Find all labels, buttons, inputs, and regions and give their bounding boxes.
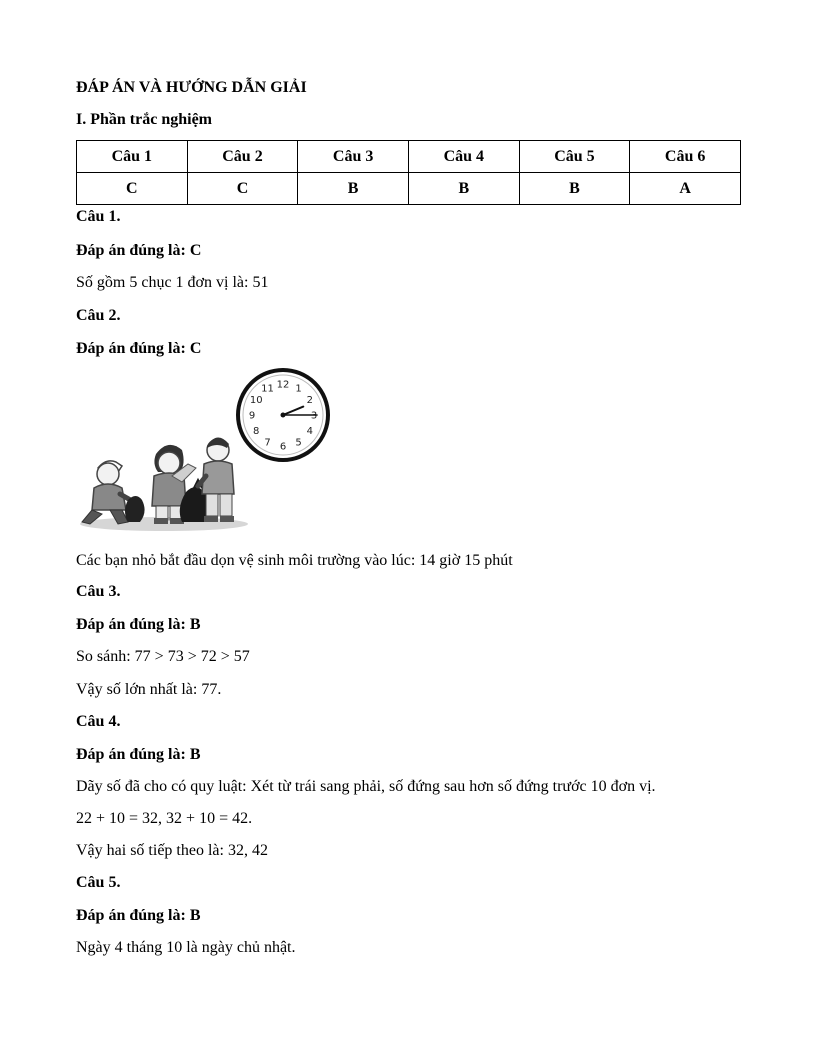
table-header-cell: Câu 4 [408, 141, 519, 173]
table-header-cell: Câu 6 [630, 141, 741, 173]
clock-number: 9 [248, 410, 256, 422]
answer-table [76, 140, 741, 205]
table-header-cell: Câu 1 [77, 141, 188, 173]
question-3-label: Câu 3. [76, 583, 121, 600]
question-2-explanation: Các bạn nhỏ bắt đầu dọn vệ sinh môi trường vào lúc: 14 giờ 15 phút [76, 552, 513, 569]
question-5-label: Câu 5. [76, 874, 121, 891]
clock-number: 5 [295, 437, 302, 449]
clock-number: 7 [264, 437, 271, 449]
table-header-cell: Câu 5 [519, 141, 630, 173]
table-answer-cell: C [77, 173, 188, 205]
question-1-label: Câu 1. [76, 208, 121, 225]
table-answer-cell: B [408, 173, 519, 205]
clock-number: 6 [279, 441, 287, 453]
question-4-explanation-2: 22 + 10 = 32, 32 + 10 = 42. [76, 810, 253, 827]
answer-table-header-row [77, 141, 741, 173]
clock-number: 3 [310, 410, 318, 422]
question-2-label: Câu 2. [76, 307, 121, 324]
clock-number: 12 [276, 379, 290, 391]
clock-number: 11 [261, 383, 274, 395]
question-4-explanation-3: Vậy hai số tiếp theo là: 32, 42 [76, 842, 268, 859]
table-answer-cell: B [519, 173, 630, 205]
question-3-explanation-1: So sánh: 77 > 73 > 72 > 57 [76, 648, 250, 665]
question-1-answer: Đáp án đúng là: C [76, 242, 202, 259]
illustration [76, 368, 332, 534]
question-5-answer: Đáp án đúng là: B [76, 907, 201, 924]
question-4-explanation-1: Dãy số đã cho có quy luật: Xét từ trái sang phải, số đứng sau hơn số đứng trước 10 đơn vị. [76, 778, 656, 795]
clock-icon [238, 370, 328, 460]
table-header-cell: Câu 2 [187, 141, 298, 173]
section-title: I. Phần trắc nghiệm [76, 111, 212, 128]
question-4-answer: Đáp án đúng là: B [76, 746, 201, 763]
table-answer-cell: A [630, 173, 741, 205]
question-3-answer: Đáp án đúng là: B [76, 616, 201, 633]
table-answer-cell: B [298, 173, 409, 205]
question-3-explanation-2: Vậy số lớn nhất là: 77. [76, 681, 222, 698]
question-5-explanation: Ngày 4 tháng 10 là ngày chủ nhật. [76, 939, 296, 956]
clock-number: 1 [295, 383, 302, 395]
table-answer-cell: C [187, 173, 298, 205]
clock-number: 2 [306, 395, 313, 406]
clock-number: 8 [253, 426, 260, 437]
clock-number: 4 [306, 426, 313, 437]
answer-table-answer-row [77, 173, 741, 205]
question-4-label: Câu 4. [76, 713, 121, 730]
table-header-cell: Câu 3 [298, 141, 409, 173]
clock-number: 10 [249, 395, 263, 406]
document-title: ĐÁP ÁN VÀ HƯỚNG DẪN GIẢI [76, 79, 307, 96]
question-1-explanation: Số gồm 5 chục 1 đơn vị là: 51 [76, 274, 269, 291]
question-2-answer: Đáp án đúng là: C [76, 340, 202, 357]
